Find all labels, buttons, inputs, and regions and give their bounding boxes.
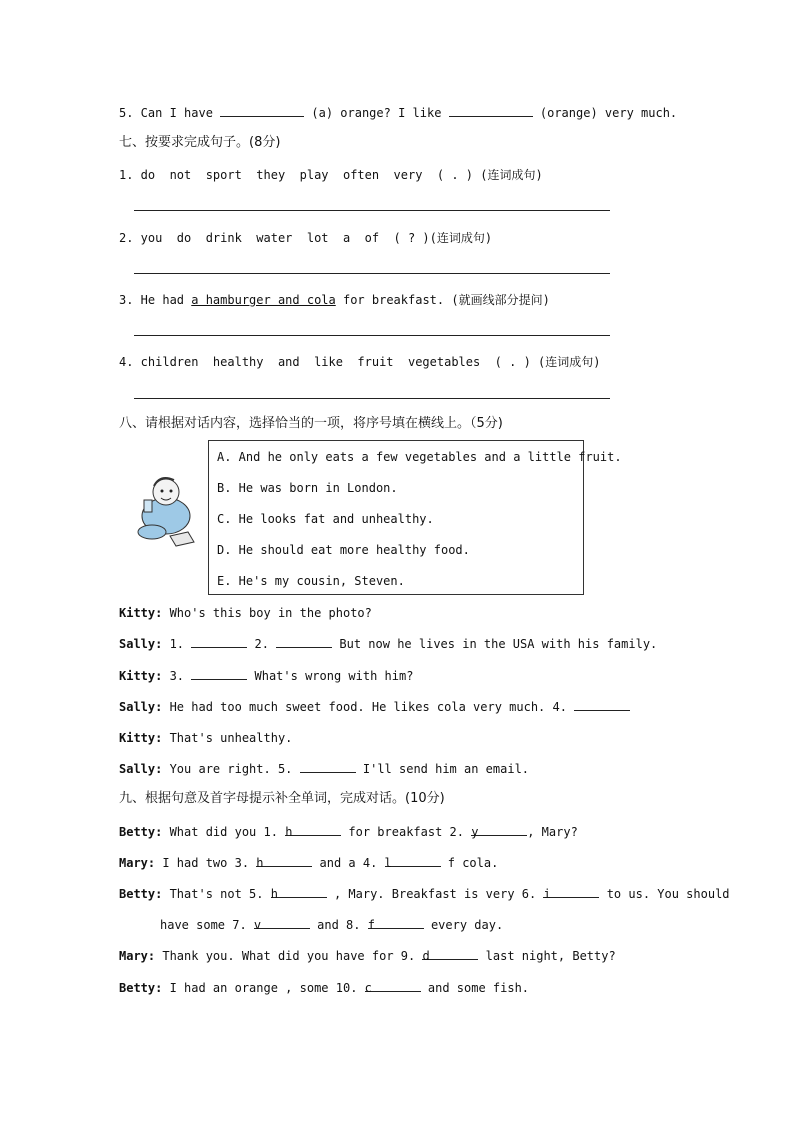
- dialogue-line: [119, 730, 292, 746]
- speaker: Sally:: [119, 700, 163, 714]
- speaker: Kitty:: [119, 606, 163, 620]
- q7-4: 4. children healthy and like fruit vegetables ( . ) (连词成句): [119, 355, 601, 369]
- speaker: Betty:: [119, 981, 163, 995]
- q6-5-prefix: 5. Can I have: [119, 106, 221, 120]
- hint-letter: l: [384, 856, 392, 870]
- utterance: I'll send him an email.: [355, 762, 530, 776]
- fat-boy-illustration: [130, 470, 206, 552]
- answer-blank[interactable]: [300, 761, 356, 773]
- utterance: f cola.: [440, 856, 499, 870]
- q7-2: 2. you do drink water lot a of ( ? )(连词成句): [119, 231, 493, 245]
- dialogue-line: [119, 855, 498, 871]
- hint-letter: i: [543, 887, 551, 901]
- q7-3-suffix: for breakfast. (就画线部分提问): [335, 293, 550, 307]
- answer-blank[interactable]: [220, 105, 304, 117]
- q7-1: 1. do not sport they play often very ( . ) (连词成句): [119, 168, 543, 182]
- answer-blank[interactable]: [384, 855, 441, 870]
- section8-heading: 八、请根据对话内容，选择恰当的一项，将序号填在横线上。（5分): [119, 416, 503, 431]
- option-d: D. He should eat more healthy food.: [217, 543, 470, 557]
- option-e: E. He's my cousin, Steven.: [217, 574, 405, 588]
- dialogue-line: [119, 605, 372, 621]
- hint-letter: h: [256, 856, 264, 870]
- hint-letter: v: [253, 918, 262, 932]
- answer-blank[interactable]: [422, 948, 478, 963]
- answer-blank[interactable]: [256, 855, 312, 870]
- utterance: That's not 5.: [162, 887, 271, 901]
- answer-blank[interactable]: [276, 636, 332, 648]
- utterance: and 8.: [309, 918, 368, 932]
- utterance: , Mary. Breakfast is very 6.: [326, 887, 544, 901]
- utterance: You are right. 5.: [162, 762, 300, 776]
- speaker: Betty:: [119, 825, 163, 839]
- answer-blank[interactable]: [449, 105, 533, 117]
- number: 2.: [247, 637, 277, 651]
- hint-letter: f: [367, 918, 375, 932]
- dialogue-line: [119, 948, 616, 964]
- hint-letter: c: [364, 981, 372, 995]
- number: 3.: [162, 669, 192, 683]
- utterance: last night, Betty?: [478, 949, 616, 963]
- dialogue-line: [119, 824, 578, 840]
- option-a: A. And he only eats a few vegetables and a little fruit.: [217, 450, 622, 464]
- dialogue-line: [119, 886, 730, 902]
- utterance: , Mary?: [527, 825, 578, 839]
- answer-line[interactable]: [134, 210, 610, 211]
- dialogue-line: [160, 917, 503, 933]
- speaker: Mary:: [119, 949, 156, 963]
- hint-letter: h: [285, 825, 293, 839]
- utterance: for breakfast 2.: [341, 825, 472, 839]
- utterance: What's wrong with him?: [247, 669, 414, 683]
- utterance: and some fish.: [420, 981, 530, 995]
- utterance: I had an orange , some 10.: [162, 981, 365, 995]
- speaker: Betty:: [119, 887, 163, 901]
- utterance: every day.: [423, 918, 504, 932]
- dialogue-line: [119, 761, 529, 777]
- speaker: Mary:: [119, 856, 156, 870]
- utterance: and a 4.: [312, 856, 385, 870]
- hint-letter: d: [422, 949, 430, 963]
- dialogue-line: [119, 699, 630, 715]
- options-box: [208, 440, 622, 595]
- utterance: Thank you. What did you have for 9.: [155, 949, 423, 963]
- q6-5: [119, 105, 677, 121]
- answer-line[interactable]: [134, 335, 610, 336]
- answer-blank[interactable]: [574, 699, 630, 711]
- answer-line[interactable]: [134, 273, 610, 274]
- utterance: What did you 1.: [162, 825, 286, 839]
- q7-3-prefix: 3. He had: [119, 293, 192, 307]
- utterance: have some 7.: [160, 918, 254, 932]
- option-c: C. He looks fat and unhealthy.: [217, 512, 434, 526]
- answer-blank[interactable]: [191, 636, 247, 648]
- q6-5-mid2: (orange) very much.: [532, 106, 678, 120]
- answer-blank[interactable]: [270, 886, 327, 901]
- answer-blank[interactable]: [191, 668, 247, 680]
- dialogue-line: [119, 980, 529, 996]
- q7-3-underlined: a hamburger and cola: [191, 293, 336, 307]
- hint-letter: y: [471, 825, 479, 839]
- utterance: Who's this boy in the photo?: [162, 606, 372, 620]
- speaker: Kitty:: [119, 669, 163, 683]
- section7-heading: 七、按要求完成句子。(8分): [119, 135, 281, 150]
- utterance: to us. You should: [599, 887, 730, 901]
- utterance: But now he lives in the USA with his family.: [332, 637, 658, 651]
- answer-line[interactable]: [134, 398, 610, 399]
- answer-blank[interactable]: [543, 886, 599, 901]
- answer-blank[interactable]: [471, 824, 527, 839]
- option-b: B. He was born in London.: [217, 481, 398, 495]
- speaker: Sally:: [119, 762, 163, 776]
- speaker: Kitty:: [119, 731, 163, 745]
- utterance: He had too much sweet food. He likes cola very much. 4.: [162, 700, 575, 714]
- answer-blank[interactable]: [364, 980, 421, 995]
- q6-5-mid1: (a) orange? I like: [304, 106, 449, 120]
- hint-letter: h: [270, 887, 278, 901]
- utterance: That's unhealthy.: [162, 731, 293, 745]
- q7-3: [119, 292, 550, 308]
- answer-blank[interactable]: [285, 824, 341, 839]
- dialogue-line: [119, 668, 413, 684]
- utterance: I had two 3.: [155, 856, 257, 870]
- section9-heading: 九、根据句意及首字母提示补全单词，完成对话。(10分): [119, 791, 445, 806]
- dialogue-line: [119, 636, 657, 652]
- answer-blank[interactable]: [253, 917, 310, 932]
- number: 1.: [162, 637, 192, 651]
- speaker: Sally:: [119, 637, 163, 651]
- answer-blank[interactable]: [367, 917, 424, 932]
